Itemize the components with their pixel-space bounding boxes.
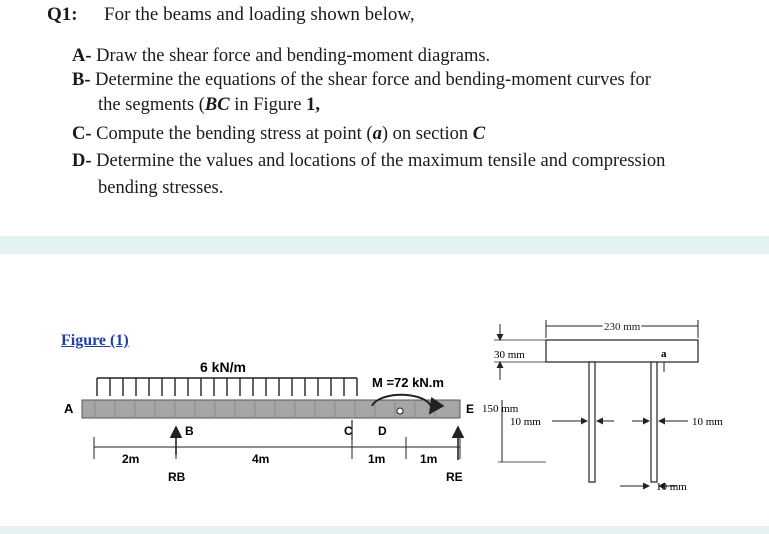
label-a: A <box>64 401 74 416</box>
moment-label: M =72 kN.m <box>372 375 444 390</box>
web-thk-left-label: 10 mm <box>510 416 541 428</box>
item-d-text: Determine the values and locations of the maximum tensile and compression <box>96 151 666 171</box>
item-d <box>72 151 665 172</box>
item-d-cont-text: bending stresses. <box>98 178 224 198</box>
item-a <box>72 46 490 67</box>
web-left <box>589 362 595 482</box>
item-b-text: Determine the equations of the shear force and bending-moment curves for <box>95 70 651 90</box>
beam <box>82 400 460 418</box>
item-b-cont <box>98 95 320 116</box>
web-right <box>651 362 657 482</box>
dimension-line <box>94 437 460 459</box>
point-a: a <box>372 124 382 144</box>
bottom-band <box>0 526 769 534</box>
item-b-comma: , <box>315 95 321 115</box>
dim-de: 1m <box>420 452 438 466</box>
web-height-label: 150 mm <box>482 403 519 415</box>
figure-number: 1 <box>306 95 316 115</box>
dim-bc: 4m <box>252 452 270 466</box>
reaction-b-label: RB <box>168 470 186 484</box>
point-a-label: a <box>661 348 667 360</box>
distributed-load <box>97 378 357 396</box>
width-label: 230 mm <box>604 321 641 333</box>
beam-diagram <box>0 255 480 495</box>
item-b <box>72 70 651 91</box>
separator-band <box>0 236 769 254</box>
item-a-text: Draw the shear force and bending-moment diagrams. <box>96 46 491 66</box>
reaction-e-label: RE <box>446 470 463 484</box>
item-c-text2: ) on section <box>381 124 473 144</box>
item-b-cont-post: in Figure <box>229 95 307 115</box>
question-number: Q1: <box>47 4 78 25</box>
item-a-letter: A- <box>72 46 92 66</box>
dim-cd: 1m <box>368 452 386 466</box>
load-label: 6 kN/m <box>200 359 246 375</box>
question-intro: For the beams and loading shown below, <box>104 4 415 25</box>
web-thk-bottom-label: 10 mm <box>656 481 687 493</box>
label-d: D <box>378 424 387 438</box>
section-c: C <box>472 124 486 144</box>
item-b-letter: B- <box>72 70 91 90</box>
top-flange <box>546 340 698 362</box>
item-c-text: Compute the bending stress at point ( <box>96 124 373 144</box>
cross-section <box>480 300 769 500</box>
label-b: B <box>185 424 194 438</box>
figure-caption: Figure (1) <box>61 332 129 349</box>
item-d-cont <box>98 178 223 199</box>
item-c-letter: C- <box>72 124 92 144</box>
dim-ab: 2m <box>122 452 140 466</box>
item-d-letter: D- <box>72 151 92 171</box>
moment-point <box>397 408 403 414</box>
item-b-cont-pre: the segments ( <box>98 95 205 115</box>
web-thk-right-label: 10 mm <box>692 416 723 428</box>
label-c: C <box>344 424 353 438</box>
flange-thk-label: 30 mm <box>494 349 525 361</box>
segment-bc: BC <box>204 95 230 115</box>
item-c <box>72 124 485 145</box>
label-e: E <box>466 402 475 416</box>
